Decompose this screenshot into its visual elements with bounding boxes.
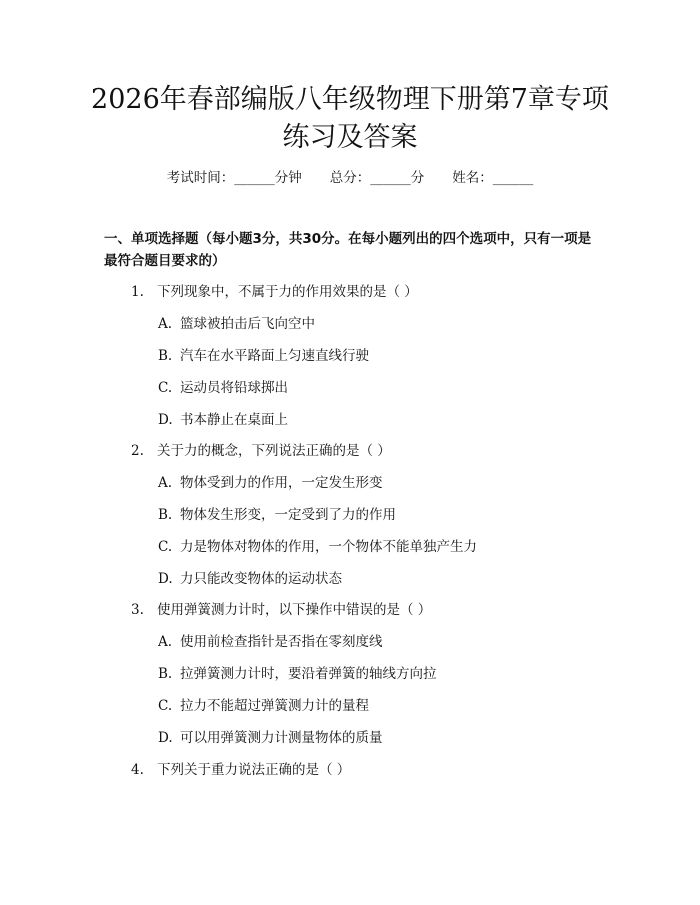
option-text: 力是物体对物体的作用，一个物体不能单独产生力 — [180, 539, 477, 555]
option-text: 篮球被拍击后飞向空中 — [180, 316, 315, 332]
option-letter: A. — [158, 316, 173, 332]
question-1-option-d — [158, 410, 288, 430]
option-text: 汽车在水平路面上匀速直线行驶 — [180, 348, 369, 364]
question-2-option-c — [158, 537, 477, 557]
question-number: 4. — [131, 762, 144, 778]
option-text: 物体发生形变，一定受到了力的作用 — [180, 507, 396, 523]
option-letter: B. — [158, 348, 173, 364]
question-number: 1. — [131, 284, 144, 300]
option-letter: B. — [158, 507, 173, 523]
question-1-option-c — [158, 378, 288, 398]
question-4 — [131, 760, 350, 780]
question-text: 下列现象中，不属于力的作用效果的是（ ） — [157, 284, 418, 300]
option-letter: A. — [158, 475, 173, 491]
question-number: 3. — [131, 602, 144, 618]
question-3-option-d — [158, 728, 383, 748]
question-3-option-b — [158, 664, 437, 684]
question-1-option-b — [158, 346, 369, 366]
question-text: 使用弹簧测力计时，以下操作中错误的是（ ） — [157, 602, 432, 618]
section-heading: 一、单项选择题（每小题3分，共30分。在每小题列出的四个选项中，只有一项是最符合题目要求的） — [104, 231, 592, 269]
option-letter: D. — [158, 730, 173, 746]
option-letter: C. — [158, 698, 173, 714]
question-3-option-a — [158, 632, 383, 652]
option-text: 书本静止在桌面上 — [180, 412, 288, 428]
question-1-option-a — [158, 314, 315, 334]
question-2 — [131, 441, 391, 461]
option-text: 可以用弹簧测力计测量物体的质量 — [180, 730, 383, 746]
document-title-line-1: 2026年春部编版八年级物理下册第7章专项 — [91, 84, 609, 115]
option-text: 拉弹簧测力计时，要沿着弹簧的轴线方向拉 — [180, 666, 437, 682]
option-letter: B. — [158, 666, 173, 682]
exam-info — [0, 168, 700, 188]
exam-time-field: 考试时间：______分钟 — [166, 170, 302, 186]
option-letter: A. — [158, 634, 173, 650]
question-2-option-b — [158, 505, 396, 525]
total-score-field: 总分：______分 — [329, 170, 425, 186]
option-letter: D. — [158, 412, 173, 428]
option-letter: D. — [158, 571, 173, 587]
option-text: 运动员将铅球掷出 — [180, 380, 288, 396]
question-number: 2. — [131, 443, 144, 459]
question-2-option-a — [158, 473, 383, 493]
question-3-option-c — [158, 696, 369, 716]
option-text: 拉力不能超过弹簧测力计的量程 — [180, 698, 369, 714]
option-text: 力只能改变物体的运动状态 — [180, 571, 342, 587]
question-3 — [131, 600, 431, 620]
question-2-option-d — [158, 569, 342, 589]
question-text: 关于力的概念，下列说法正确的是（ ） — [157, 443, 391, 459]
option-text: 使用前检查指针是否指在零刻度线 — [180, 634, 383, 650]
question-text: 下列关于重力说法正确的是（ ） — [157, 762, 351, 778]
option-letter: C. — [158, 380, 173, 396]
student-name-field: 姓名：______ — [452, 170, 534, 186]
question-1 — [131, 282, 418, 302]
document-title-line-2: 练习及答案 — [282, 122, 418, 153]
option-letter: C. — [158, 539, 173, 555]
option-text: 物体受到力的作用，一定发生形变 — [180, 475, 383, 491]
